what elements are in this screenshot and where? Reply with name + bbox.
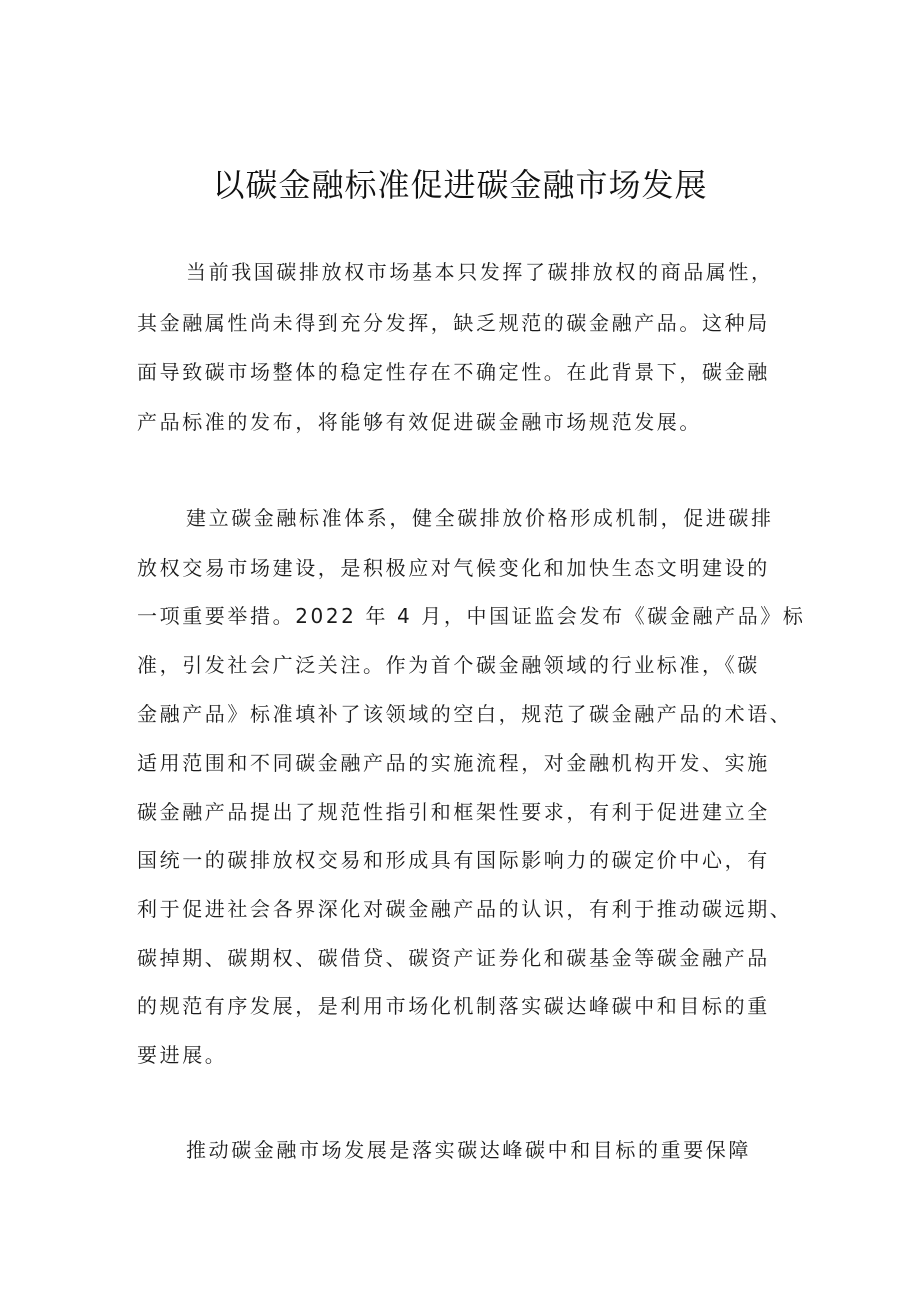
paragraph-1-line-2: 其金融属性尚未得到充分发挥，缺乏规范的碳金融产品。这种局	[137, 311, 770, 335]
paragraph-2-line-3: 一项重要举措。2022 年 4 月，中国证监会发布《碳金融产品》标	[137, 604, 806, 628]
paragraph-2-line-7: 碳金融产品提出了规范性指引和框架性要求，有利于促进建立全	[137, 800, 770, 824]
paragraph-2-line-8: 国统一的碳排放权交易和形成具有国际影响力的碳定价中心，有	[137, 848, 770, 872]
paragraph-1-line-3: 面导致碳市场整体的稳定性存在不确定性。在此背景下，碳金融	[137, 360, 770, 384]
paragraph-1-line-1: 当前我国碳排放权市场基本只发挥了碳排放权的商品属性，	[186, 260, 774, 284]
paragraph-2-line-10: 碳掉期、碳期权、碳借贷、碳资产证券化和碳基金等碳金融产品	[137, 946, 770, 970]
paragraph-2-line-5: 金融产品》标准填补了该领域的空白，规范了碳金融产品的术语、	[137, 702, 793, 726]
paragraph-2-line-2: 放权交易市场建设，是积极应对气候变化和加快生态文明建设的	[137, 556, 770, 580]
document-title: 以碳金融标准促进碳金融市场发展	[212, 166, 708, 204]
paragraph-2-line-11: 的规范有序发展，是利用市场化机制落实碳达峰碳中和目标的重	[137, 994, 770, 1018]
paragraph-1-line-4: 产品标准的发布，将能够有效促进碳金融市场规范发展。	[137, 410, 702, 434]
paragraph-2-line-9: 利于促进社会各界深化对碳金融产品的认识，有利于推动碳远期、	[137, 897, 793, 921]
paragraph-2-line-4: 准，引发社会广泛关注。作为首个碳金融领域的行业标准，《碳	[137, 653, 760, 677]
paragraph-2-line-12: 要进展。	[137, 1043, 228, 1067]
paragraph-2-line-6: 适用范围和不同碳金融产品的实施流程，对金融机构开发、实施	[137, 751, 770, 775]
paragraph-2-line-1: 建立碳金融标准体系，健全碳排放价格形成机制，促进碳排	[186, 506, 774, 530]
paragraph-3-line-1: 推动碳金融市场发展是落实碳达峰碳中和目标的重要保障	[186, 1138, 751, 1162]
